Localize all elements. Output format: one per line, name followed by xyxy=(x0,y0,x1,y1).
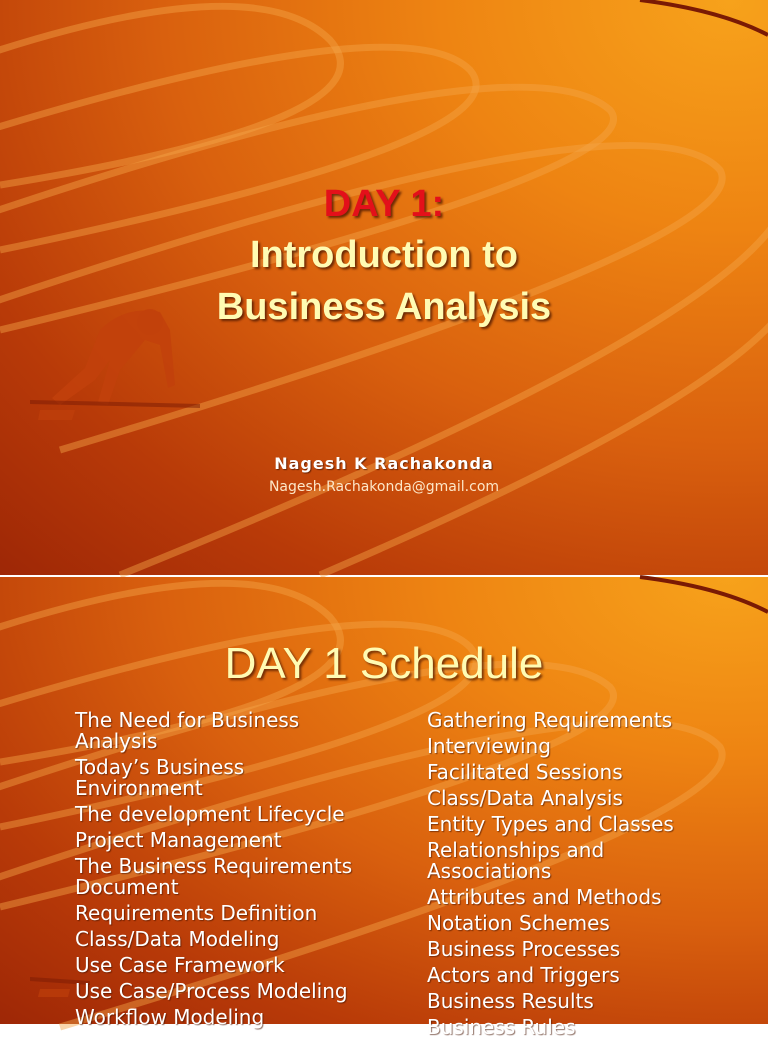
schedule-title: DAY 1 Schedule xyxy=(224,639,544,688)
list-item: Use Case/Process Modeling xyxy=(75,979,348,1003)
schedule-slide xyxy=(0,577,768,1039)
list-item: Entity Types and Classes xyxy=(427,812,674,836)
list-item: Relationships and Associations xyxy=(427,838,605,883)
title-day: DAY 1: xyxy=(323,183,445,225)
list-item: Workflow Modeling xyxy=(75,1005,265,1029)
list-item: The development Lifecycle xyxy=(75,802,345,826)
list-item: Class/Data Modeling xyxy=(75,927,280,951)
list-item: Business Rules xyxy=(427,1015,576,1039)
list-item: Use Case Framework xyxy=(75,953,285,977)
list-item: The Business Requirements Document xyxy=(75,854,353,899)
schedule-list-right xyxy=(427,710,727,1043)
list-item: Facilitated Sessions xyxy=(427,760,623,784)
list-item: Project Management xyxy=(75,828,282,852)
list-item: Business Results xyxy=(427,989,594,1013)
list-item: Notation Schemes xyxy=(427,911,610,935)
schedule-list-left xyxy=(75,710,375,1033)
author-name: Nagesh K Rachakonda xyxy=(274,454,494,473)
list-item: Interviewing xyxy=(427,734,551,758)
list-item: Attributes and Methods xyxy=(427,885,662,909)
list-item: The Need for Business Analysis xyxy=(75,708,300,753)
list-item: Business Processes xyxy=(427,937,621,961)
title-line-2: Introduction to xyxy=(249,234,519,276)
title-line-3: Business Analysis xyxy=(216,286,552,328)
list-item: Requirements Definition xyxy=(75,901,318,925)
list-item: Actors and Triggers xyxy=(427,963,620,987)
list-item: Class/Data Analysis xyxy=(427,786,623,810)
author-email: Nagesh.Rachakonda@gmail.com xyxy=(268,479,500,495)
list-item: Today’s Business Environment xyxy=(75,755,245,800)
list-item: Gathering Requirements xyxy=(427,708,673,732)
